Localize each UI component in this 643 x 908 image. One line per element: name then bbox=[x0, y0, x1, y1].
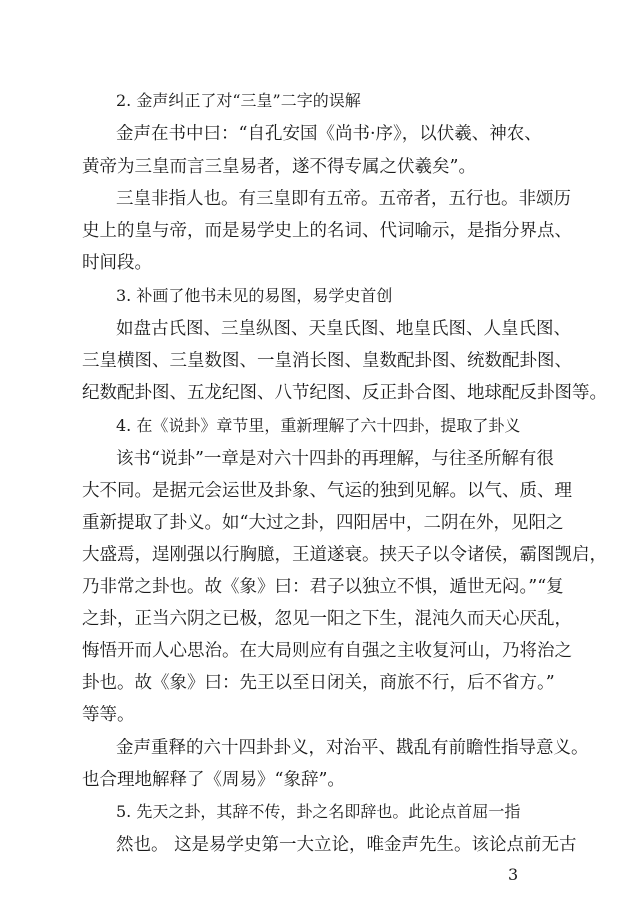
text-line: 金声重释的六十四卦卦义，对治平、戡乱有前瞻性指导意义。 bbox=[116, 738, 589, 758]
text-line: 大不同。是据元会运世及卦象、气运的独到见解。以气、质、理 bbox=[82, 481, 572, 501]
text-line: 乃非常之卦也。故《象》曰：君子以独立不惧，遁世无闷。”“复 bbox=[82, 577, 564, 597]
text-line: 如盘古氏图、三皇纵图、天皇氏图、地皇氏图、人皇氏图、 bbox=[116, 319, 571, 339]
section-heading-2: 2. 金声纠正了对“三皇”二字的误解 bbox=[116, 91, 361, 110]
text-line: 之卦，正当六阴之已极，忽见一阳之下生，混沌久而天心厌乱， bbox=[82, 609, 572, 629]
text-line: 三皇非指人也。有三皇即有五帝。五帝者，五行也。非颂历 bbox=[116, 189, 571, 209]
section-heading-3: 3. 补画了他书未见的易图，易学史首创 bbox=[116, 286, 393, 305]
page-number: 3 bbox=[508, 865, 519, 884]
text-line: 三皇横图、三皇数图、一皇消长图、皇数配卦图、统数配卦图、 bbox=[82, 351, 572, 371]
text-line: 黄帝为三皇而言三皇易者，遂不得专属之伏羲矣”。 bbox=[82, 157, 476, 177]
text-line: 也合理地解释了《周易》“象辞”。 bbox=[82, 770, 345, 790]
text-line: 卦也。故《象》曰：先王以至日闭关，商旅不行，后不省方。” bbox=[82, 673, 555, 693]
section-heading-5: 5. 先天之卦，其辞不传，卦之名即辞也。此论点首屈一指 bbox=[116, 802, 521, 821]
text-line: 金声在书中曰：“自孔安国《尚书·序》，以伏羲、神农、 bbox=[116, 124, 542, 144]
text-line: 悔悟开而人心思治。在大局则应有自强之主收复河山，乃将治之 bbox=[82, 641, 572, 661]
text-line: 该书“说卦”一章是对六十四卦的再理解，与往圣所解有很 bbox=[116, 449, 554, 469]
text-line: 等等。 bbox=[82, 705, 135, 725]
text-line: 然也。 这是易学史第一大立论，唯金声先生。该论点前无古 bbox=[116, 835, 577, 855]
section-heading-4: 4. 在《说卦》章节里，重新理解了六十四卦，提取了卦义 bbox=[116, 416, 521, 435]
text-line: 纪数配卦图、五龙纪图、八节纪图、反正卦合图、地球配反卦图等。 bbox=[82, 383, 607, 403]
text-line: 大盛焉，逞刚强以行胸臆，王道遂衰。挟天子以令诸侯，霸图觊启， bbox=[82, 545, 607, 565]
text-line: 时间段。 bbox=[82, 253, 152, 273]
text-line: 史上的皇与帝，而是易学史上的名词、代词喻示，是指分界点、 bbox=[82, 221, 572, 241]
text-line: 重新提取了卦义。如“大过之卦，四阳居中，二阴在外，见阳之 bbox=[82, 513, 564, 533]
